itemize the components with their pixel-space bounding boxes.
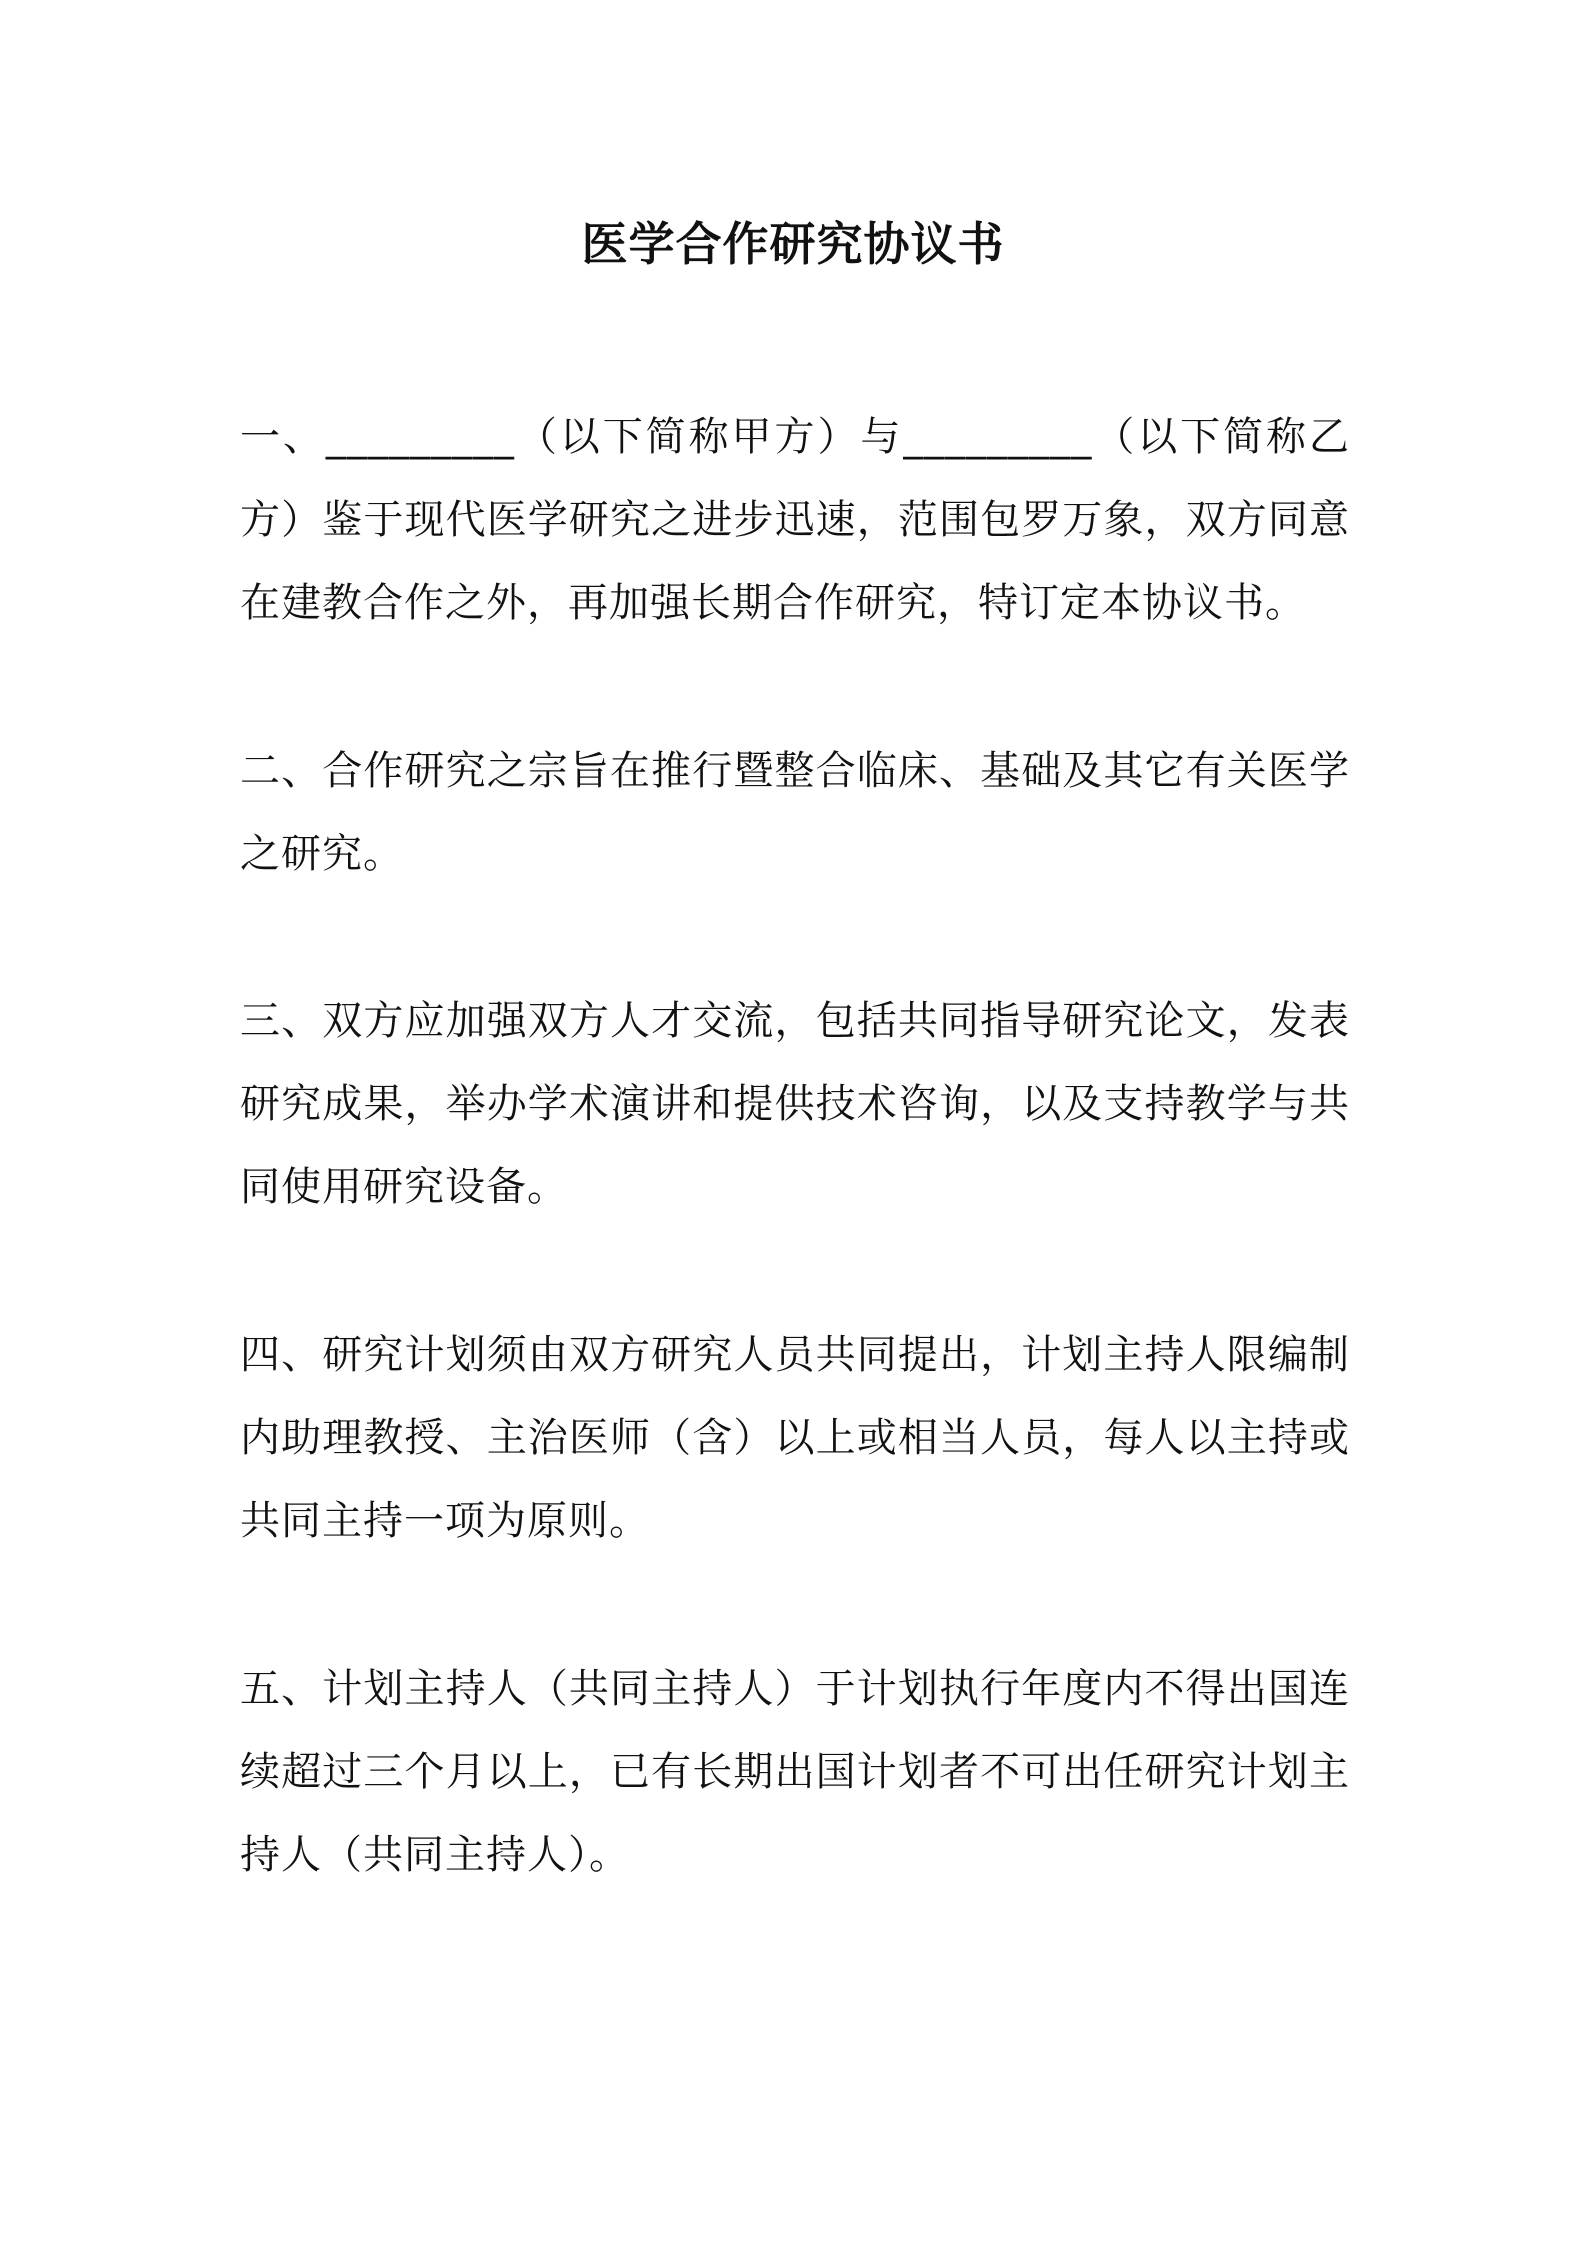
article-3	[240, 980, 1350, 1229]
article-text: 一、_________（以下简称甲方）与_________（以下简称乙方）鉴于现代医学研究之进步迅速，范围包罗万象，双方同意在建教合作之外，再加强长期合作研究，特订定本协议书。	[240, 414, 1350, 626]
document-title: 医学合作研究协议书	[581, 217, 1005, 271]
article-2	[240, 730, 1350, 896]
article-4	[240, 1314, 1350, 1563]
article-text: 三、双方应加强双方人才交流，包括共同指导研究论文，发表研究成果，举办学术演讲和提供技术咨询，以及支持教学与共同使用研究设备。	[240, 998, 1350, 1210]
article-5	[240, 1648, 1350, 1897]
article-text: 四、研究计划须由双方研究人员共同提出，计划主持人限编制内助理教授、主治医师（含）以上或相当人员，每人以主持或共同主持一项为原则。	[240, 1332, 1350, 1544]
article-text: 五、计划主持人（共同主持人）于计划执行年度内不得出国连续超过三个月以上，已有长期出国计划者不可出任研究计划主持人（共同主持人）。	[240, 1666, 1350, 1878]
article-1	[240, 396, 1350, 645]
article-text: 二、合作研究之宗旨在推行暨整合临床、基础及其它有关医学之研究。	[240, 748, 1350, 877]
